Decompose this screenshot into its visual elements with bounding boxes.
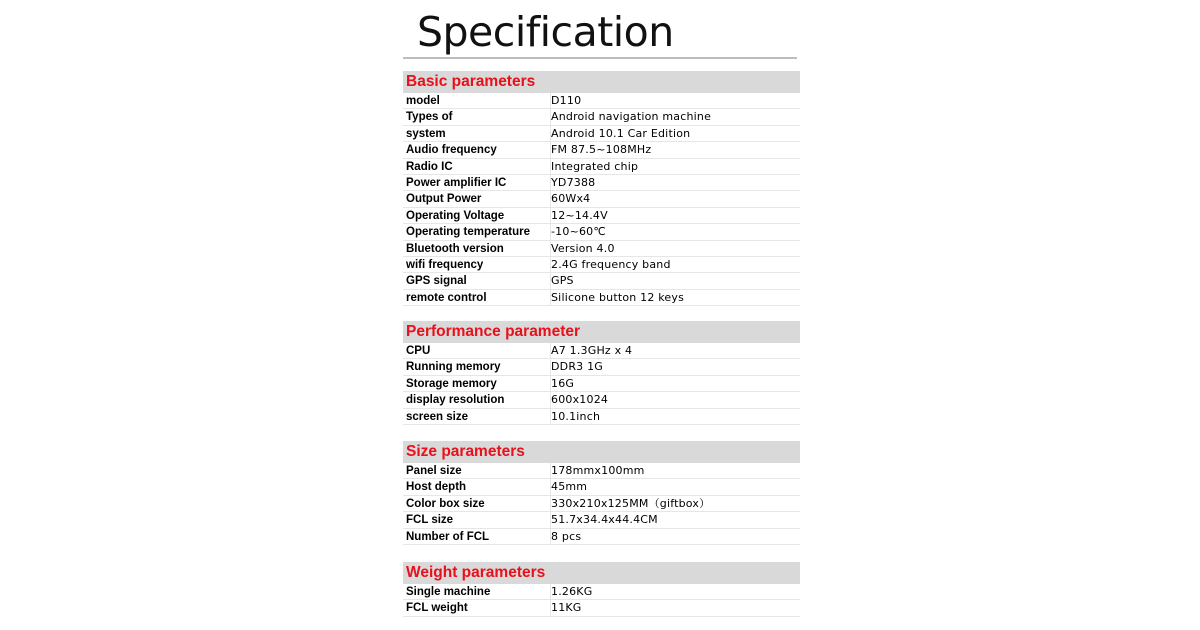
spec-row <box>403 584 800 600</box>
spec-value: 10.1inch <box>551 409 601 423</box>
spec-label: Operating Voltage <box>406 209 505 222</box>
spec-row <box>403 600 800 616</box>
spec-label: model <box>406 95 440 107</box>
spec-row <box>403 290 800 306</box>
page-title: Specification <box>417 8 674 56</box>
spec-value: 12~14.4V <box>551 208 608 222</box>
section-weight <box>403 562 800 617</box>
spec-row <box>403 529 800 545</box>
spec-label: display resolution <box>406 394 505 407</box>
spec-label: Panel size <box>406 465 462 477</box>
spec-label: Types of <box>406 111 453 124</box>
spec-label: Power amplifier IC <box>406 176 507 189</box>
spec-row <box>403 208 800 224</box>
spec-label: screen size <box>406 410 469 423</box>
spec-row <box>403 142 800 158</box>
spec-row <box>403 463 800 479</box>
spec-label: CPU <box>406 345 431 357</box>
spec-label: Radio IC <box>406 160 453 173</box>
spec-value: 1.26KG <box>551 585 593 598</box>
spec-label: Host depth <box>406 481 467 494</box>
section-heading: Basic parameters <box>403 71 800 93</box>
spec-value: YD7388 <box>551 175 596 189</box>
spec-value: Android navigation machine <box>551 110 712 124</box>
spec-row <box>403 191 800 207</box>
section-heading: Weight parameters <box>403 562 800 584</box>
spec-value: Silicone button 12 keys <box>551 290 685 304</box>
spec-row <box>403 109 800 125</box>
spec-row <box>403 257 800 273</box>
section-heading: Size parameters <box>403 441 800 463</box>
spec-value: 60Wx4 <box>551 192 591 206</box>
spec-label: Number of FCL <box>406 530 490 543</box>
spec-row <box>403 392 800 408</box>
spec-row <box>403 479 800 495</box>
spec-value: Integrated chip <box>551 159 639 173</box>
spec-row <box>403 512 800 528</box>
spec-value: FM 87.5~108MHz <box>551 143 652 157</box>
spec-value: Version 4.0 <box>551 241 615 255</box>
spec-row <box>403 496 800 512</box>
spec-value: GPS <box>551 274 574 288</box>
section-basic <box>403 71 800 306</box>
spec-value: 45mm <box>551 480 588 494</box>
spec-row <box>403 359 800 375</box>
spec-value: 16G <box>551 376 575 390</box>
spec-label: wifi frequency <box>406 258 484 271</box>
section-heading: Performance parameter <box>403 321 800 343</box>
spec-row <box>403 273 800 289</box>
spec-label: FCL size <box>406 514 454 527</box>
spec-label: remote control <box>406 291 487 304</box>
spec-value: A7 1.3GHz x 4 <box>551 344 633 357</box>
spec-label: Output Power <box>406 193 482 206</box>
spec-label: Single machine <box>406 586 491 598</box>
spec-row <box>403 126 800 142</box>
spec-row <box>403 93 800 109</box>
spec-value: Android 10.1 Car Edition <box>551 126 691 140</box>
section-size <box>403 441 800 545</box>
spec-label: Bluetooth version <box>406 242 504 255</box>
spec-value: 178mmx100mm <box>551 464 645 477</box>
section-performance <box>403 321 800 425</box>
spec-value: -10~60℃ <box>551 225 606 239</box>
spec-row <box>403 175 800 191</box>
spec-value: 51.7x34.4x44.4CM <box>551 513 658 527</box>
spec-value: 2.4G frequency band <box>551 257 671 271</box>
spec-label: Storage memory <box>406 377 497 390</box>
spec-value: 8 pcs <box>551 529 582 543</box>
spec-value: DDR3 1G <box>551 360 604 374</box>
spec-row <box>403 224 800 240</box>
spec-row <box>403 409 800 425</box>
title-divider <box>403 57 797 59</box>
spec-value: 600x1024 <box>551 393 609 407</box>
spec-sheet <box>403 0 800 630</box>
spec-value: 330x210x125MM（giftbox） <box>551 496 711 510</box>
spec-label: system <box>406 127 446 140</box>
spec-row <box>403 241 800 257</box>
spec-label: Audio frequency <box>406 144 497 157</box>
spec-value: D110 <box>551 94 582 107</box>
spec-label: Operating temperature <box>406 226 530 239</box>
spec-row <box>403 159 800 175</box>
spec-label: FCL weight <box>406 602 468 615</box>
spec-row <box>403 376 800 392</box>
spec-value: 11KG <box>551 601 582 615</box>
spec-row <box>403 343 800 359</box>
spec-label: GPS signal <box>406 275 467 288</box>
spec-label: Color box size <box>406 497 485 510</box>
spec-label: Running memory <box>406 361 501 374</box>
